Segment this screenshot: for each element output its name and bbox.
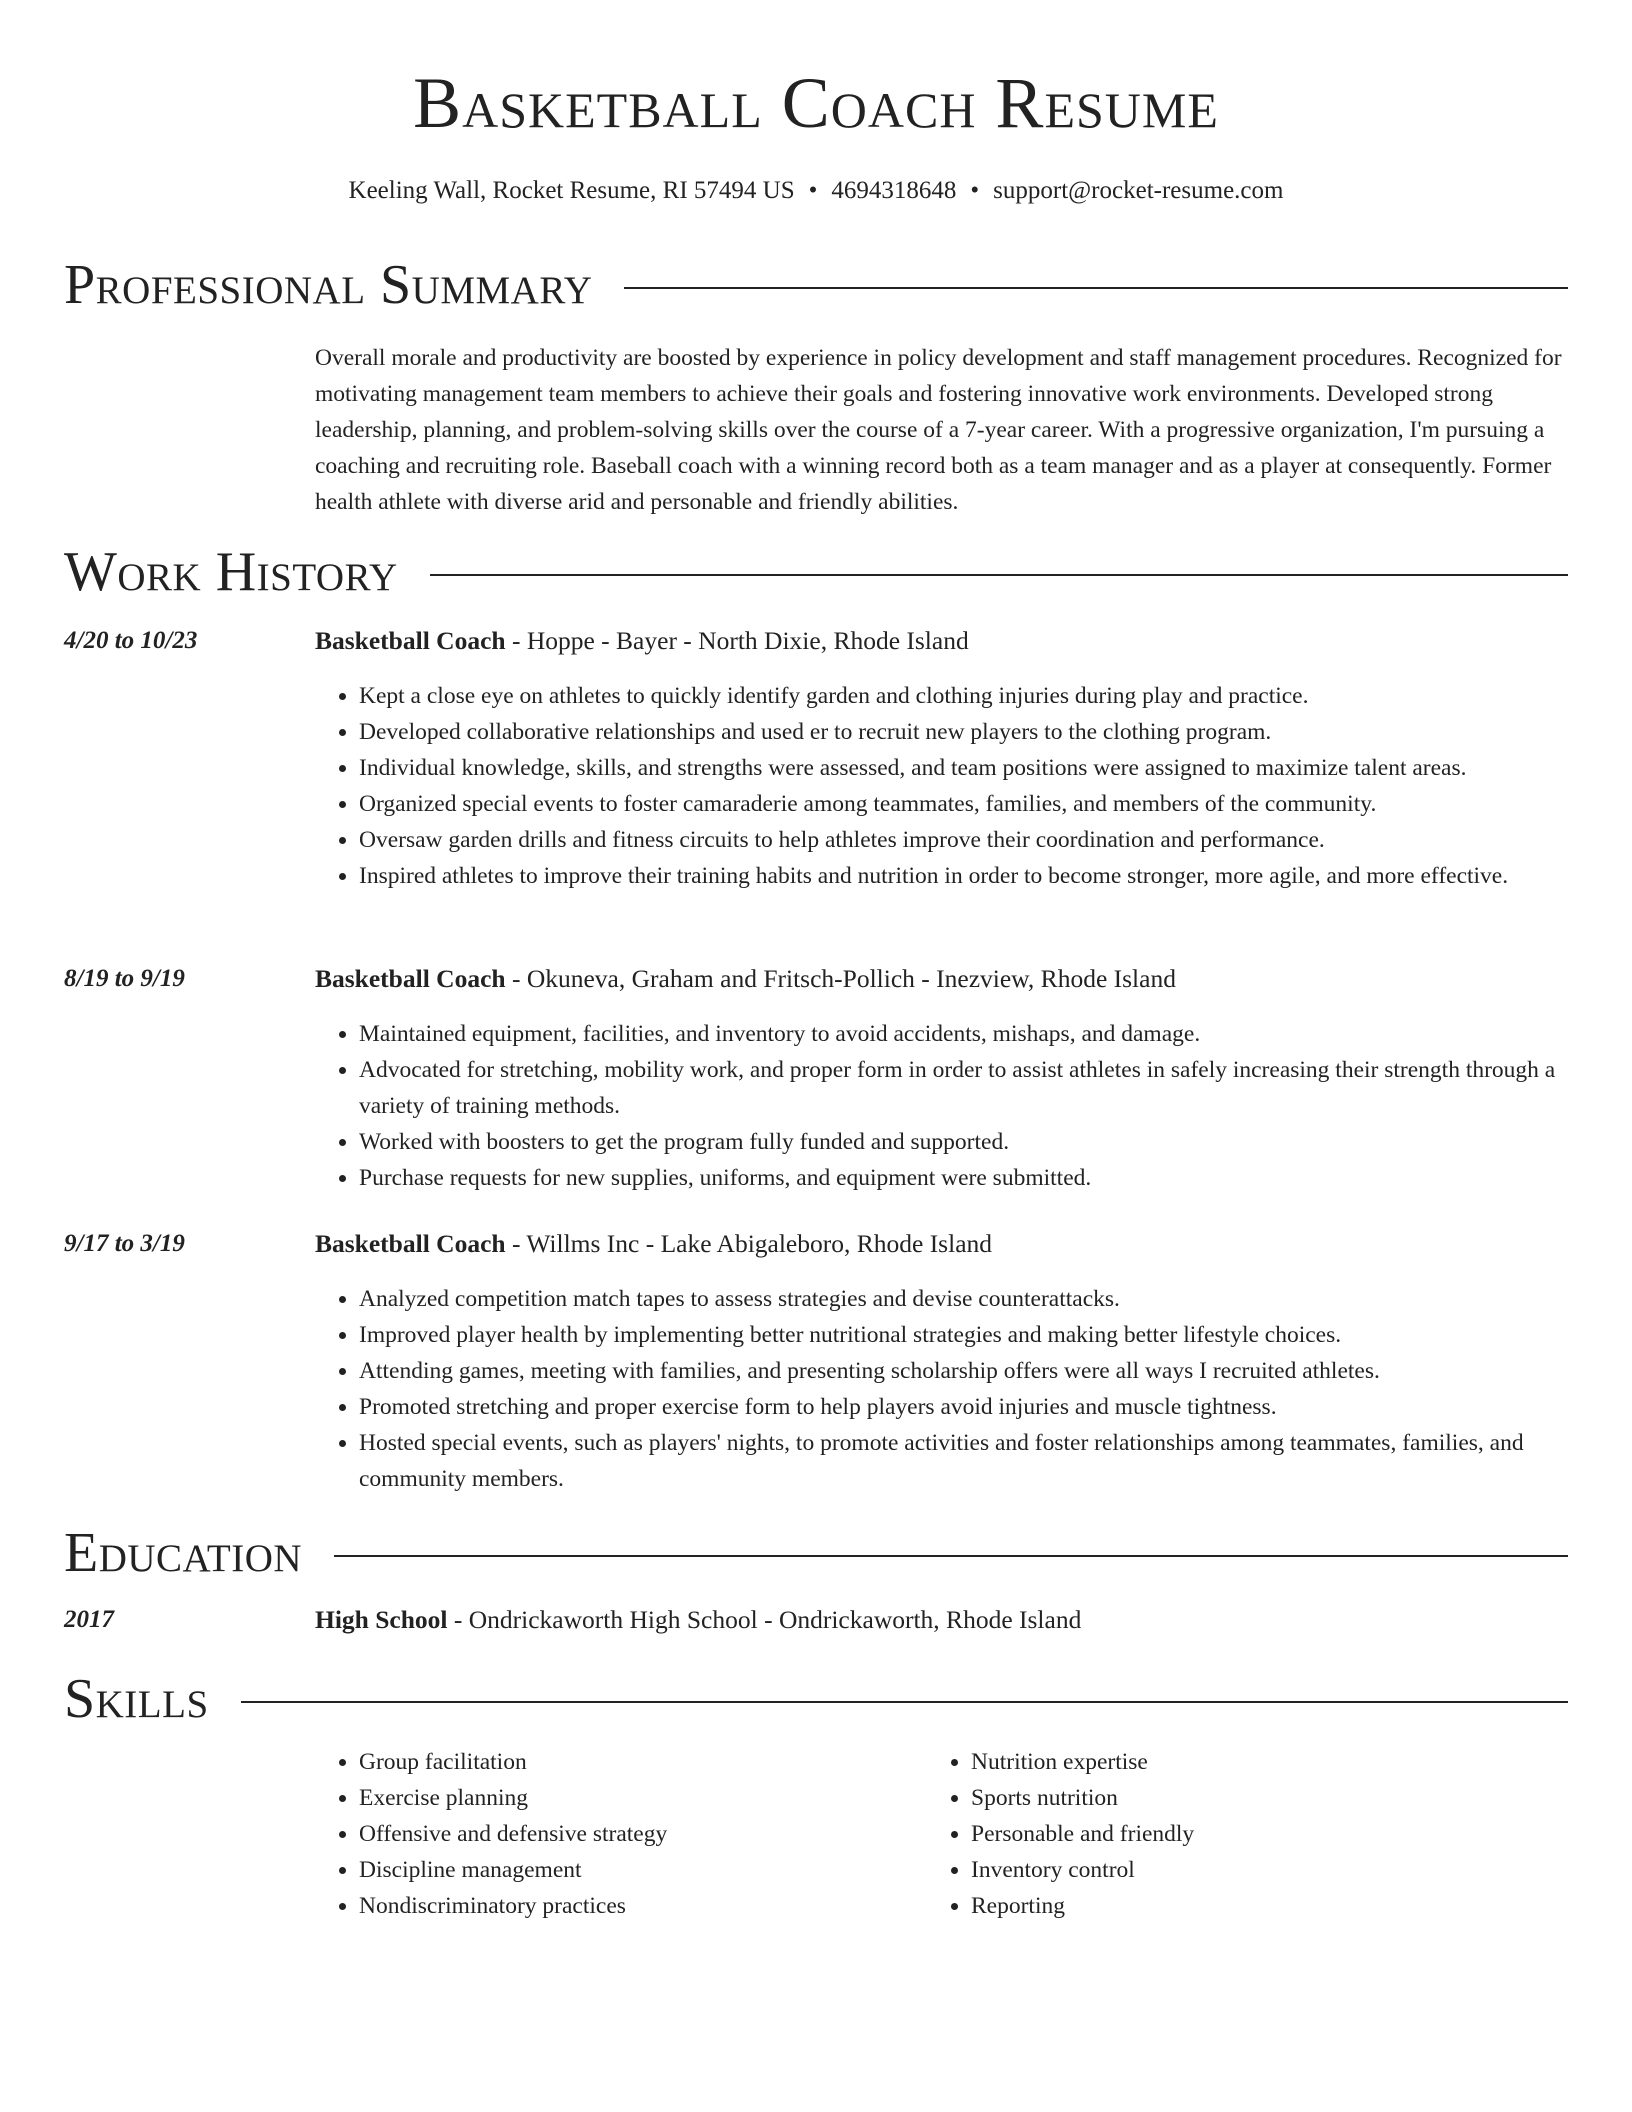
skill-item: • Personable and friendly — [971, 1816, 1571, 1852]
skill-item: • Offensive and defensive strategy — [359, 1816, 919, 1852]
job-heading — [315, 624, 1568, 658]
job-title: Basketball Coach — [315, 1229, 506, 1258]
education-heading — [315, 1603, 1568, 1637]
bullet-separator: • — [808, 177, 818, 204]
summary-text: Overall morale and productivity are boosted by experience in policy development and staff management procedures. Recognized for motivating management team members to achieve their goals and fostering innovative work environments. Developed strong leadership, planning, and problem-solving skills over the course of a 7-year career. With a progressive organization, I'm pursuing a coaching and recruiting role. Baseball coach with a winning record both as a team manager and as a player at consequently. Former health athlete with diverse arid and personable and friendly abilities. — [315, 345, 1562, 515]
skills-list-left — [315, 1744, 919, 1924]
job-dates: 8/19 to 9/19 — [64, 965, 185, 992]
education-school: - Ondrickaworth High School - Ondrickaworth, Rhode Island — [447, 1605, 1082, 1634]
list-item: • Worked with boosters to get the program fully funded and supported. — [359, 1124, 1568, 1160]
skill-item: • Sports nutrition — [971, 1780, 1571, 1816]
section-header-summary — [64, 250, 1568, 320]
section-title-education: Education — [64, 1522, 303, 1584]
section-header-education — [64, 1518, 1568, 1588]
job-employer: - Hoppe - Bayer - North Dixie, Rhode Island — [505, 626, 969, 655]
list-item: • Purchase requests for new supplies, uniforms, and equipment were submitted. — [359, 1160, 1568, 1196]
list-item: • Maintained equipment, facilities, and inventory to avoid accidents, mishaps, and damage. — [359, 1016, 1568, 1052]
contact-email: support@rocket-resume.com — [993, 177, 1284, 204]
job-heading — [315, 962, 1568, 996]
list-item: • Developed collaborative relationships and used er to recruit new players to the clothing program. — [359, 714, 1568, 750]
bullet-separator: • — [970, 177, 980, 204]
skill-item: • Nutrition expertise — [971, 1744, 1571, 1780]
job-employer: - Okuneva, Graham and Fritsch-Pollich - Inezview, Rhode Island — [505, 964, 1176, 993]
section-divider — [624, 287, 1568, 289]
list-item: • Kept a close eye on athletes to quickly identify garden and clothing injuries during play and practice. — [359, 678, 1568, 714]
job-bullets — [315, 1016, 1568, 1196]
skills-list-right — [927, 1744, 1571, 1924]
skill-item: • Group facilitation — [359, 1744, 919, 1780]
section-divider — [241, 1701, 1568, 1703]
contact-line — [0, 174, 1632, 208]
job-title: Basketball Coach — [315, 626, 506, 655]
list-item: • Hosted special events, such as players' nights, to promote activities and foster relationships among teammates, families, and community members. — [359, 1425, 1568, 1497]
education-degree: High School — [315, 1605, 448, 1634]
list-item: • Improved player health by implementing better nutritional strategies and making better lifestyle choices. — [359, 1317, 1568, 1353]
list-item: • Inspired athletes to improve their training habits and nutrition in order to become stronger, more agile, and more effective. — [359, 858, 1568, 894]
list-item: • Oversaw garden drills and fitness circuits to help athletes improve their coordination and performance. — [359, 822, 1568, 858]
resume-title: Basketball Coach Resume — [413, 63, 1219, 143]
skill-item: • Exercise planning — [359, 1780, 919, 1816]
section-divider — [430, 574, 1568, 576]
list-item: • Advocated for stretching, mobility work, and proper form in order to assist athletes in safely increasing their strength through a variety of training methods. — [359, 1052, 1568, 1124]
job-dates: 4/20 to 10/23 — [64, 627, 198, 654]
list-item: • Analyzed competition match tapes to assess strategies and devise counterattacks. — [359, 1281, 1568, 1317]
education-year: 2017 — [64, 1606, 114, 1633]
contact-phone: 4694318648 — [831, 177, 957, 204]
contact-address: Keeling Wall, Rocket Resume, RI 57494 US — [348, 177, 795, 204]
list-item: • Promoted stretching and proper exercise form to help players avoid injuries and muscle tightness. — [359, 1389, 1568, 1425]
skill-item: • Nondiscriminatory practices — [359, 1888, 919, 1924]
section-title-summary: Professional Summary — [64, 254, 593, 316]
skill-item: • Reporting — [971, 1888, 1571, 1924]
job-heading — [315, 1227, 1568, 1261]
job-bullets — [315, 1281, 1568, 1497]
list-item: • Individual knowledge, skills, and strengths were assessed, and team positions were assigned to maximize talent areas. — [359, 750, 1568, 786]
section-header-skills — [64, 1664, 1568, 1734]
list-item: • Attending games, meeting with families, and presenting scholarship offers were all ways I recruited athletes. — [359, 1353, 1568, 1389]
job-bullets — [315, 678, 1568, 894]
list-item: • Organized special events to foster camaraderie among teammates, families, and members of the community. — [359, 786, 1568, 822]
section-header-work — [64, 537, 1568, 607]
section-title-skills: Skills — [64, 1668, 209, 1730]
section-title-work: Work History — [64, 541, 398, 603]
job-dates: 9/17 to 3/19 — [64, 1230, 185, 1257]
job-title: Basketball Coach — [315, 964, 506, 993]
skill-item: • Inventory control — [971, 1852, 1571, 1888]
section-divider — [334, 1555, 1568, 1557]
job-employer: - Willms Inc - Lake Abigaleboro, Rhode Island — [505, 1229, 993, 1258]
skill-item: • Discipline management — [359, 1852, 919, 1888]
